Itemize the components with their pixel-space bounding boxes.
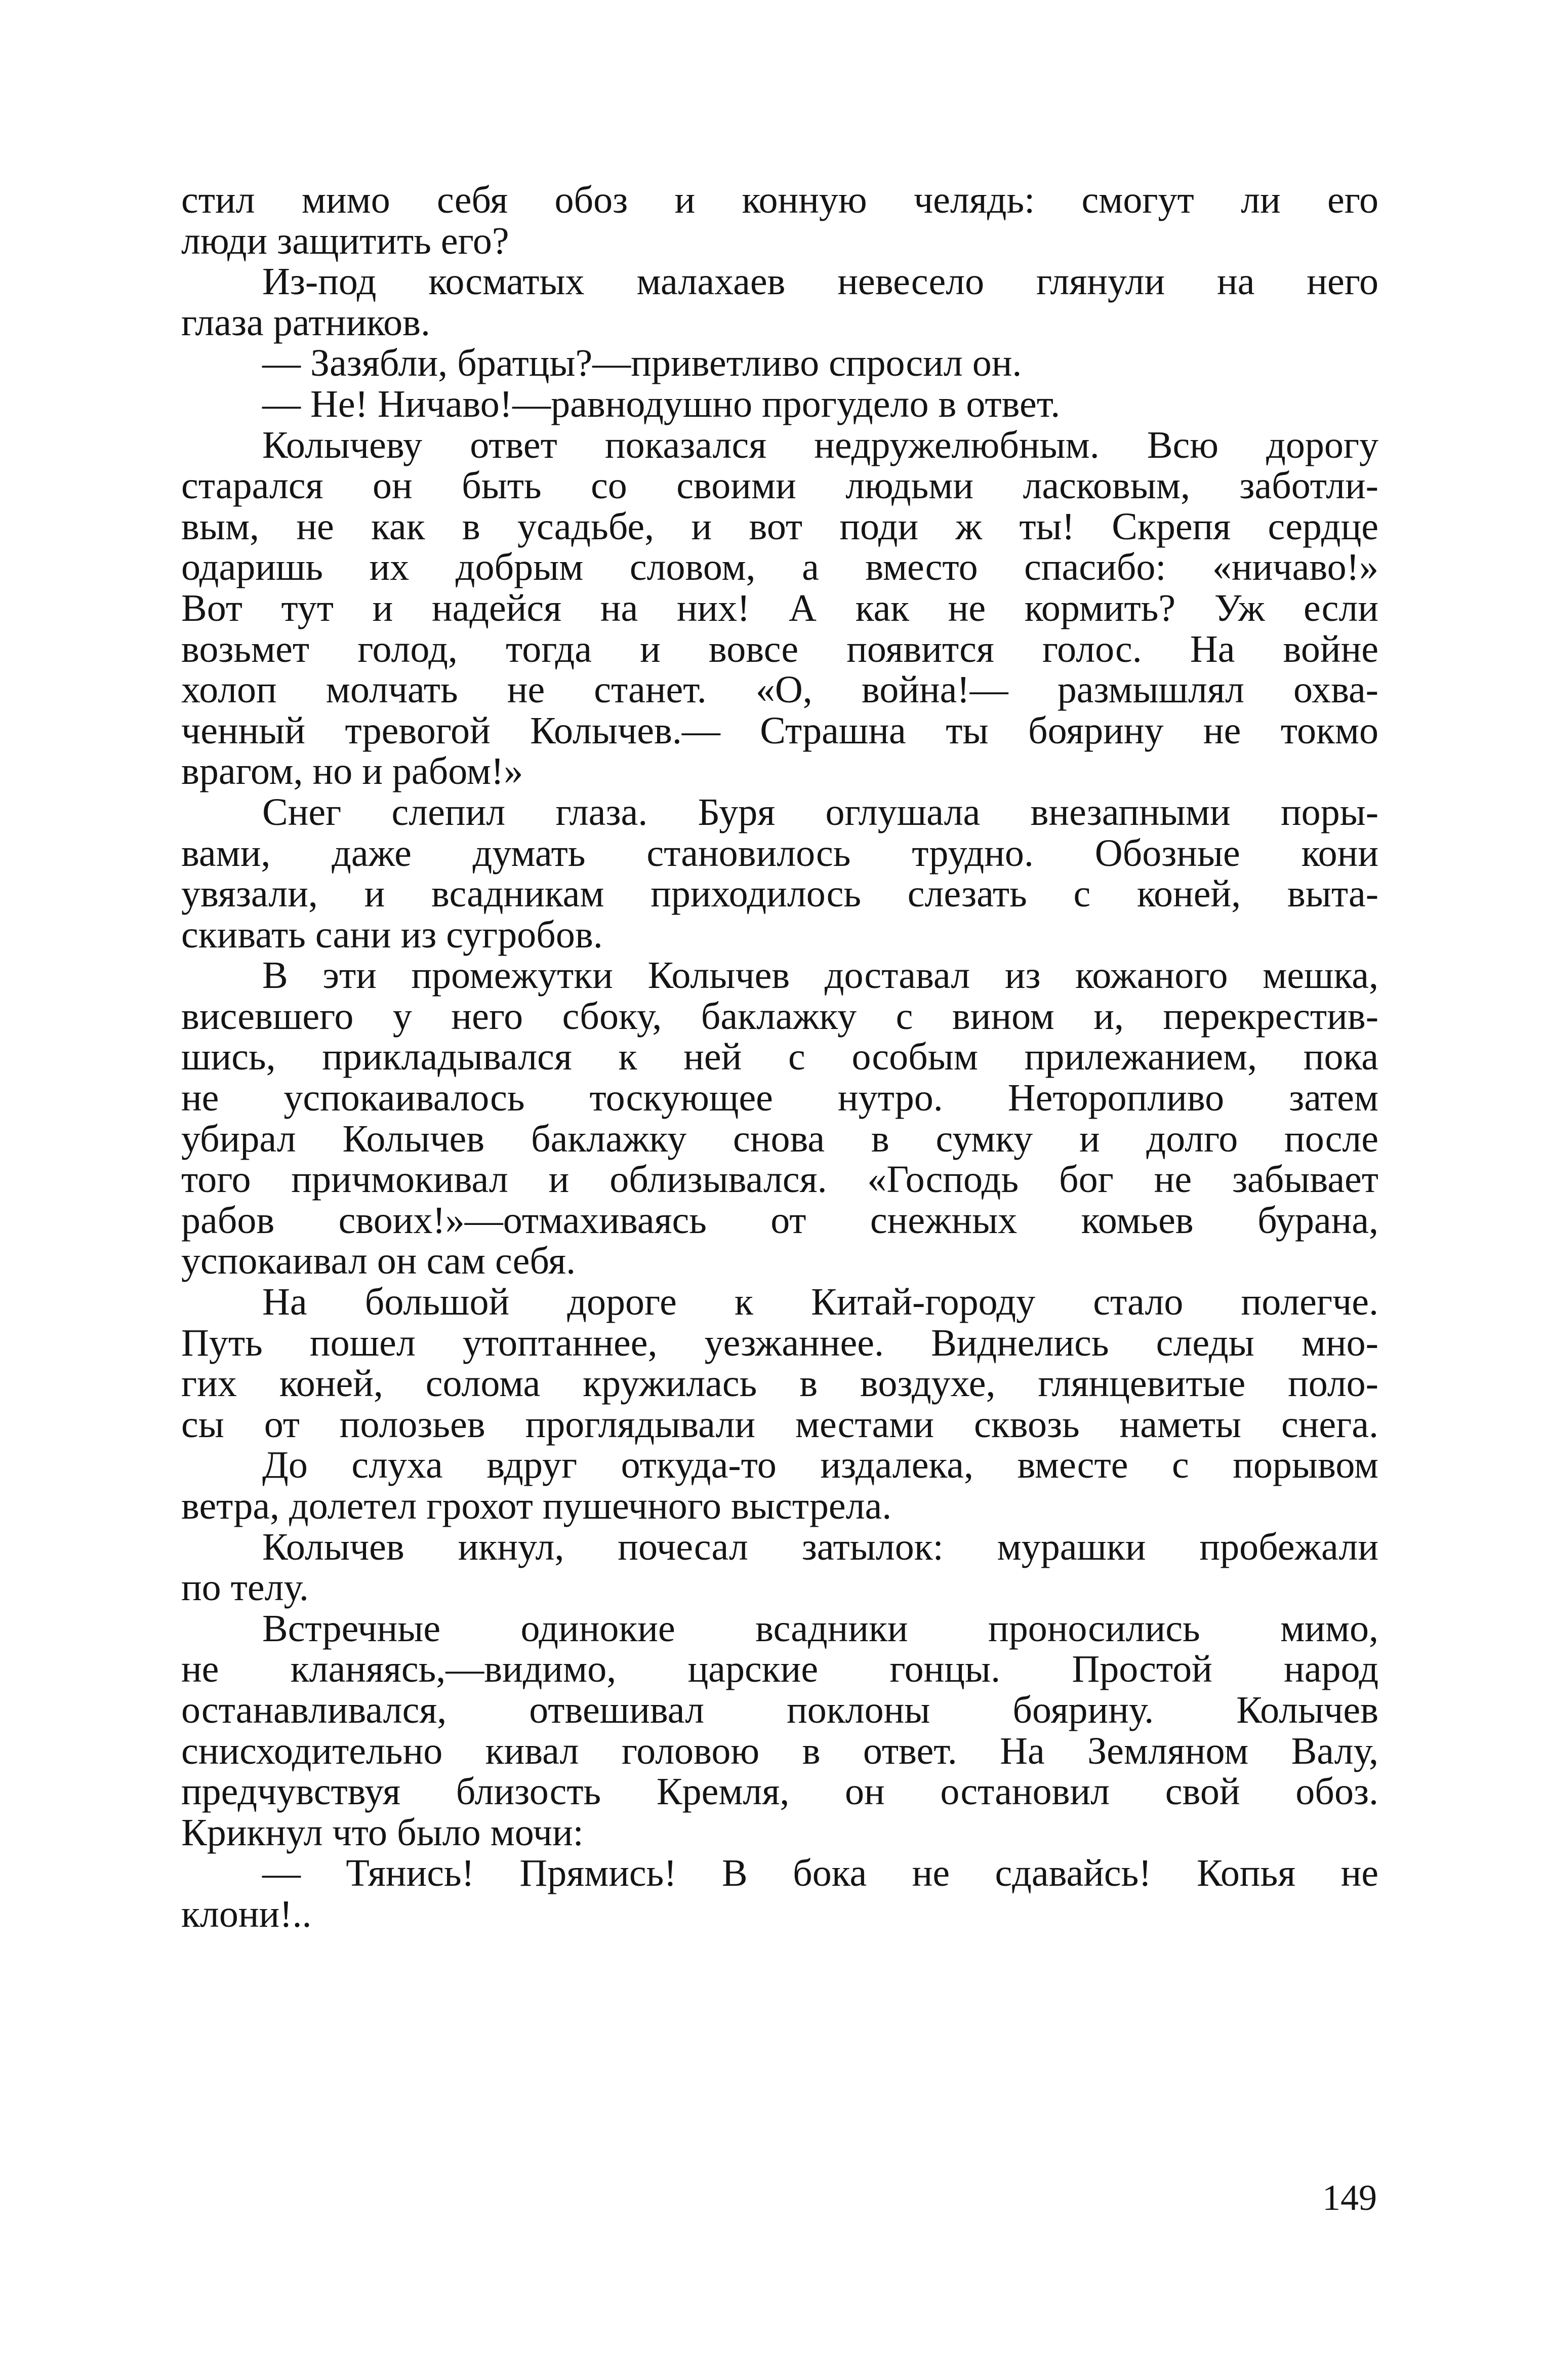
text-line: останавливался, отвешивал поклоны боярину. Колычев xyxy=(181,1688,1378,1731)
page-number: 149 xyxy=(1322,2177,1377,2218)
text-line: холоп молчать не станет. «О, война!— размышлял охва- xyxy=(181,668,1378,711)
text-line: рабов своих!»—отмахиваясь от снежных комьев бурана, xyxy=(181,1199,1378,1242)
text-line: шись, прикладывался к ней с особым прилежанием, пока xyxy=(181,1036,1378,1079)
text-line: вым, не как в усадьбе, и вот поди ж ты! Скрепя сердце xyxy=(181,505,1378,548)
text-line: — Тянись! Прямись! В бока не сдавайсь! Копья не xyxy=(262,1852,1378,1895)
text-line: ветра, долетел грохот пушечного выстрела. xyxy=(181,1485,892,1527)
text-line: увязали, и всадникам приходилось слезать с коней, выта- xyxy=(181,872,1378,916)
body-text xyxy=(181,180,1378,1935)
text-line: не успокаивалось тоскующее нутро. Неторопливо затем xyxy=(181,1077,1378,1120)
text-line: — Зазябли, братцы?—приветливо спросил он. xyxy=(262,342,1022,385)
text-line: Встречные одинокие всадники проносились мимо, xyxy=(262,1607,1378,1650)
text-line: Путь пошел утоптаннее, уезжаннее. Виднелись следы мно- xyxy=(181,1321,1378,1364)
text-line: врагом, но и рабом!» xyxy=(181,750,523,793)
text-line: одаришь их добрым словом, а вместо спасибо: «ничаво!» xyxy=(181,546,1378,589)
text-line: старался он быть со своими людьми ласковым, заботли- xyxy=(181,464,1378,507)
text-line: глаза ратников. xyxy=(181,301,430,344)
text-line: висевшего у него сбоку, баклажку с вином и, перекрестив- xyxy=(181,995,1378,1038)
text-line: — Не! Ничаво!—равнодушно прогудело в ответ. xyxy=(262,382,1061,425)
text-line: Колычев икнул, почесал затылок: мурашки пробежали xyxy=(262,1525,1378,1568)
text-line: клони!.. xyxy=(181,1892,312,1935)
text-line: того причмокивал и облизывался. «Господь бог не забывает xyxy=(181,1158,1378,1201)
text-line: До слуха вдруг откуда-то издалека, вместе с порывом xyxy=(262,1444,1378,1487)
text-line: предчувствуя близость Кремля, он остановил свой обоз. xyxy=(181,1770,1378,1813)
text-line: сы от полозьев проглядывали местами сквозь наметы снега. xyxy=(181,1403,1378,1446)
text-line: снисходительно кивал головою в ответ. На Земляном Валу, xyxy=(181,1729,1378,1772)
text-line: Колычеву ответ показался недружелюбным. Всю дорогу xyxy=(262,423,1378,466)
text-line: убирал Колычев баклажку снова в сумку и долго после xyxy=(181,1117,1378,1160)
text-line: гих коней, солома кружилась в воздухе, глянцевитые поло- xyxy=(181,1362,1378,1405)
text-line: Снег слепил глаза. Буря оглушала внезапными поры- xyxy=(262,790,1378,834)
text-line: по телу. xyxy=(181,1566,309,1609)
text-line: На большой дороге к Китай-городу стало полегче. xyxy=(262,1281,1378,1324)
text-line: В эти промежутки Колычев доставал из кожаного мешка, xyxy=(262,954,1378,997)
text-line: Вот тут и надейся на них! А как не кормить? Уж если xyxy=(181,586,1378,629)
text-line: возьмет голод, тогда и вовсе появится голос. На войне xyxy=(181,627,1378,670)
text-line: Крикнул что было мочи: xyxy=(181,1811,584,1854)
text-line: люди защитить его? xyxy=(181,219,509,262)
text-line: не кланяясь,—видимо, царские гонцы. Простой народ xyxy=(181,1648,1378,1691)
text-line: успокаивал он сам себя. xyxy=(181,1240,576,1283)
text-line: Из-под косматых малахаев невесело глянули на него xyxy=(262,260,1378,303)
text-line: вами, даже думать становилось трудно. Обозные кони xyxy=(181,831,1378,875)
text-line: стил мимо себя обоз и конную челядь: смогут ли его xyxy=(181,179,1378,221)
text-line: ченный тревогой Колычев.— Страшна ты боярину не токмо xyxy=(181,709,1378,752)
text-line: скивать сани из сугробов. xyxy=(181,913,603,956)
